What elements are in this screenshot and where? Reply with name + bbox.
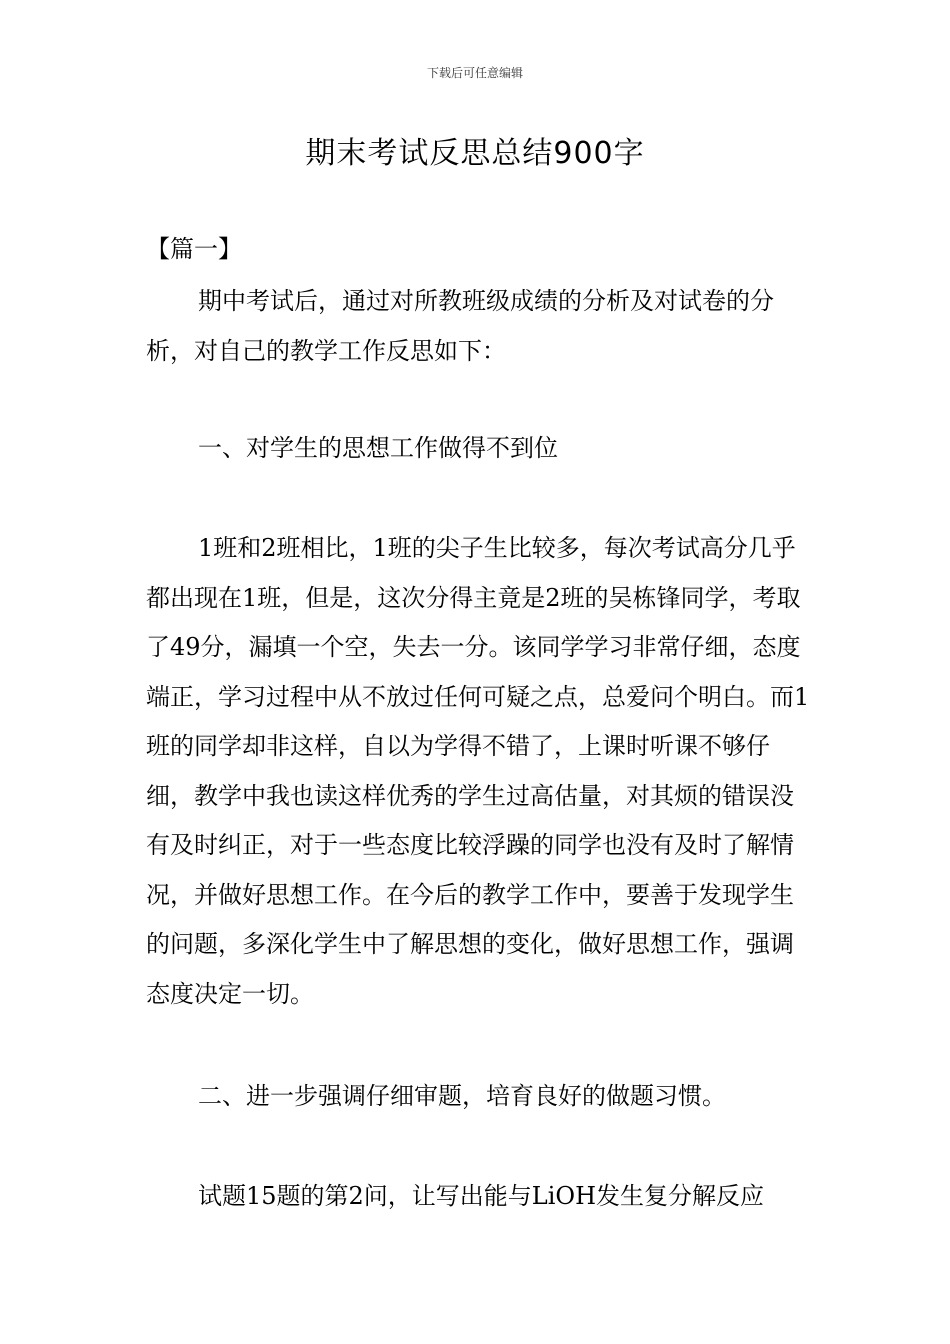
body-paragraph-1: 1班和2班相比，1班的尖子生比较多，每次考试高分几乎都出现在1班，但是，这次分得主竟是2班的吴栋锋同学，考取了49分，漏填一个空，失去一分。该同学学习非常仔细，态度端正，学习过程中从不放过任何可疑之点，总爱问个明白。而1班的同学却非这样，自以为学得不错了，上课时听课不够仔细，教学中我也读这样优秀的学生过高估量，对其烦的错误没有及时纠正，对于一些态度比较浮躁的同学也没有及时了解情况，并做好思想工作。在今后的教学工作中，要善于发现学生的问题，多深化学生中了解思想的变化，做好思想工作，强调态度决定一切。 [146,534,810,1008]
intro-paragraph: 期中考试后，通过对所教班级成绩的分析及对试卷的分析，对自己的教学工作反思如下： [146,287,774,365]
document-title: 期末考试反思总结900字 [305,136,645,171]
body-paragraph-2: 试题15题的第2问，让写出能与LiOH发生复分解反应 [198,1182,765,1210]
section-label: 【篇一】 [146,235,242,263]
header-note: 下载后可任意编辑 [426,66,523,80]
section-heading-1: 一、对学生的思想工作做得不到位 [198,434,558,462]
section-heading-2: 二、进一步强调仔细审题，培育良好的做题习惯。 [198,1082,726,1110]
